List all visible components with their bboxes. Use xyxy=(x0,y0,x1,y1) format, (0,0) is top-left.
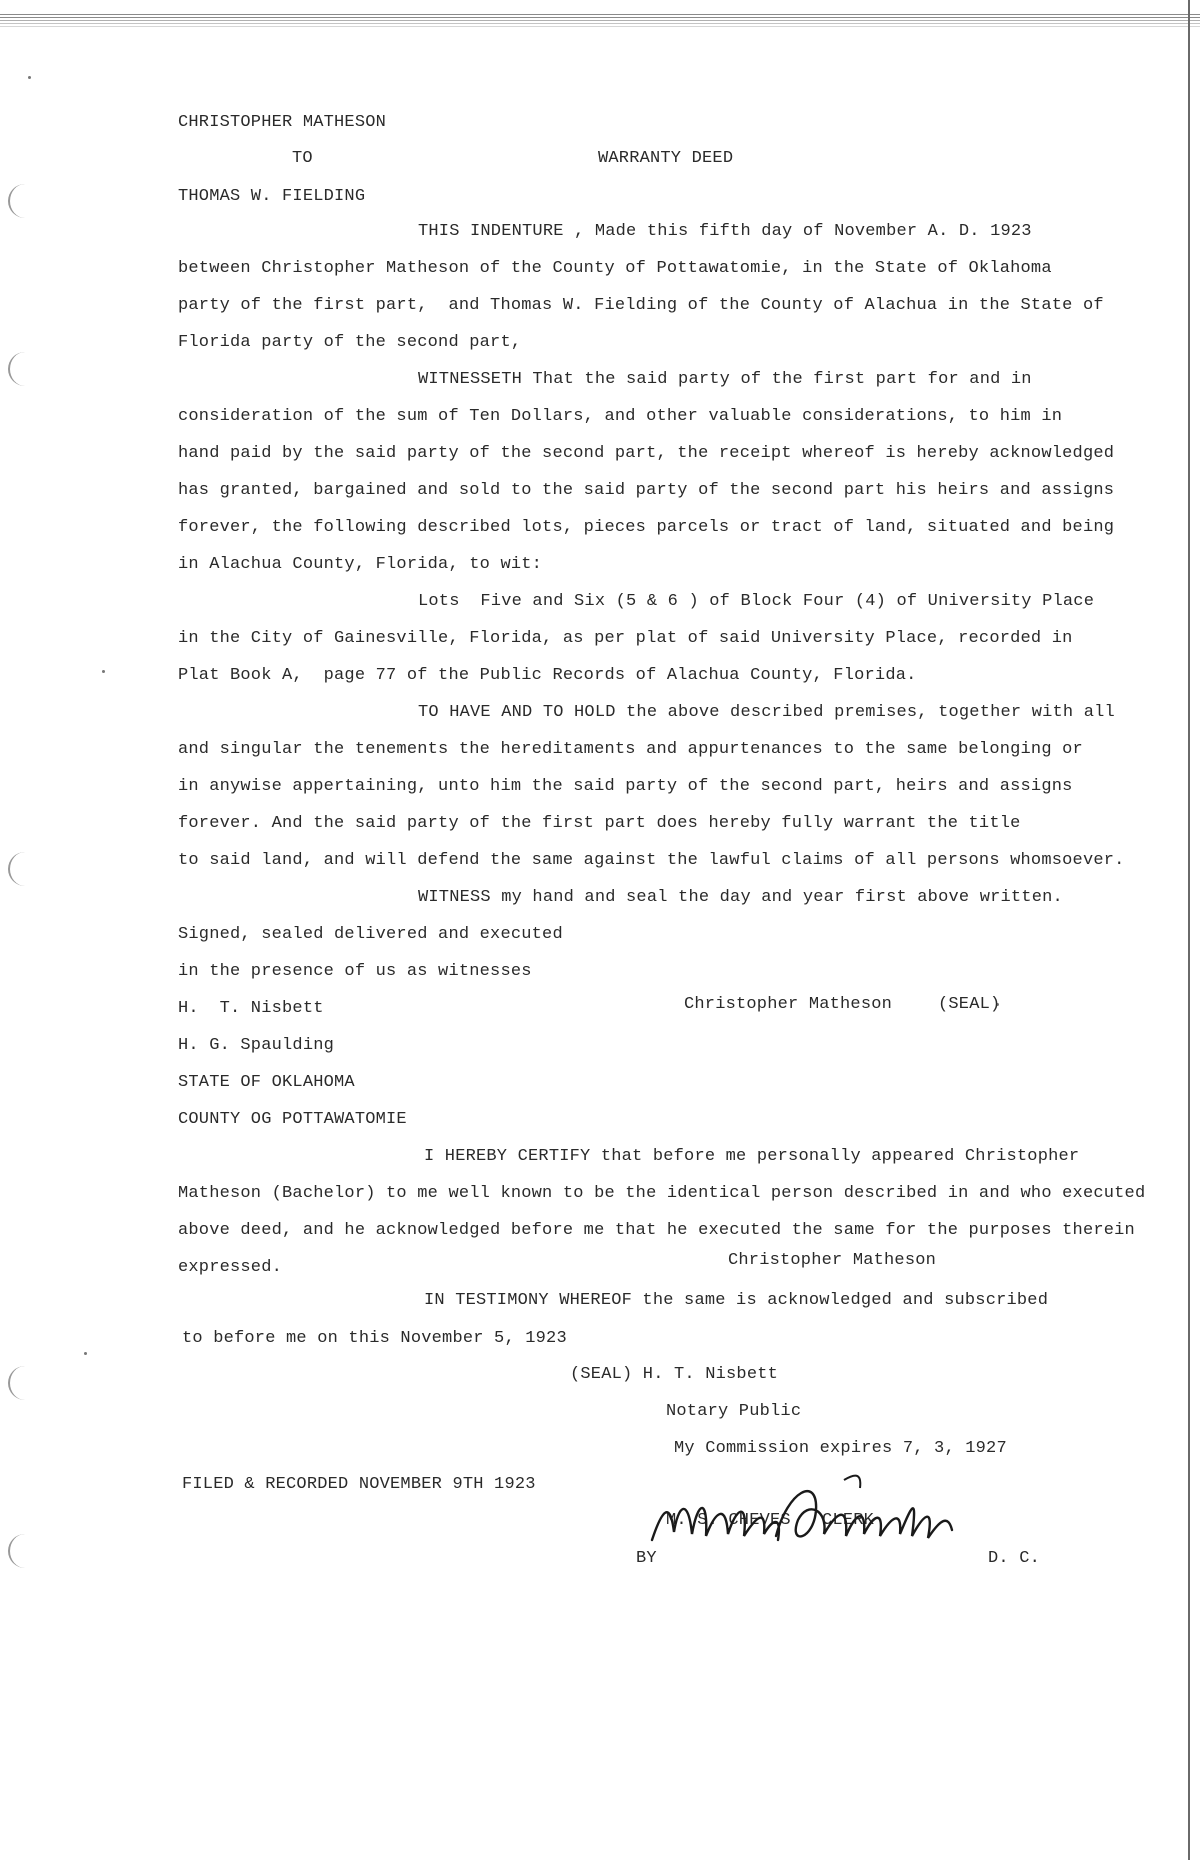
grantee-heading: THOMAS W. FIELDING xyxy=(178,187,366,206)
right-edge-line xyxy=(1188,0,1190,1860)
body-line: WITNESSETH That the said party of the first part for and in xyxy=(418,370,1032,389)
certify-signature: Christopher Matheson xyxy=(728,1251,937,1270)
notary-name: (SEAL) H. T. Nisbett xyxy=(570,1365,779,1384)
body-line: in anywise appertaining, unto him the said party of the second part, heirs and assigns xyxy=(178,777,1073,796)
grantor-heading: CHRISTOPHER MATHESON xyxy=(178,113,387,132)
body-line: party of the first part, and Thomas W. Fielding of the County of Alachua in the State of xyxy=(178,296,1104,315)
commission-expiry: My Commission expires 7, 3, 1927 xyxy=(674,1439,1007,1458)
heading-to: TO xyxy=(292,149,313,168)
county-line: COUNTY OG POTTAWATOMIE xyxy=(178,1110,407,1129)
punch-hole-mark xyxy=(8,184,32,218)
body-line: THIS INDENTURE , Made this fifth day of November A. D. 1923 xyxy=(418,222,1032,241)
deputy-clerk-label: D. C. xyxy=(988,1549,1041,1568)
punch-hole-mark xyxy=(8,1366,32,1400)
body-line: to said land, and will defend the same against the lawful claims of all persons whomsoever. xyxy=(178,851,1125,870)
body-line: WITNESS my hand and seal the day and year first above written. xyxy=(418,888,1063,907)
body-line: consideration of the sum of Ten Dollars, and other valuable considerations, to him in xyxy=(178,407,1063,426)
body-line: forever. And the said party of the first part does hereby fully warrant the title xyxy=(178,814,1021,833)
state-line: STATE OF OKLAHOMA xyxy=(178,1073,355,1092)
by-label: BY xyxy=(636,1549,657,1568)
seal-mark: (SEAL) xyxy=(938,995,1001,1014)
grantor-signature: Christopher Matheson xyxy=(684,995,893,1014)
body-line: TO HAVE AND TO HOLD the above described premises, together with all xyxy=(418,703,1115,722)
witness-line: in the presence of us as witnesses xyxy=(178,962,532,981)
body-line: hand paid by the said party of the second part, the receipt whereof is hereby acknowledged xyxy=(178,444,1115,463)
body-line: forever, the following described lots, pieces parcels or tract of land, situated and being xyxy=(178,518,1115,537)
certify-line: Matheson (Bachelor) to me well known to be the identical person described in and who executed xyxy=(178,1184,1146,1203)
witness-name: H. G. Spaulding xyxy=(178,1036,335,1055)
speck xyxy=(84,1352,87,1355)
body-line: in the City of Gainesville, Florida, as per plat of said University Place, recorded in xyxy=(178,629,1073,648)
body-line: in Alachua County, Florida, to wit: xyxy=(178,555,543,574)
body-line: has granted, bargained and sold to the said party of the second part his heirs and assigns xyxy=(178,481,1115,500)
notary-title: Notary Public xyxy=(666,1402,802,1421)
testimony-line: IN TESTIMONY WHEREOF the same is acknowledged and subscribed xyxy=(424,1291,1049,1310)
witness-line: Signed, sealed delivered and executed xyxy=(178,925,563,944)
handwritten-signature xyxy=(648,1470,978,1556)
speck xyxy=(102,670,105,673)
punch-hole-mark xyxy=(8,852,32,886)
clerk-name: M. S. CHEVES CLERK xyxy=(666,1511,875,1530)
body-line: between Christopher Matheson of the County of Pottawatomie, in the State of Oklahoma xyxy=(178,259,1052,278)
top-ruled-band xyxy=(0,14,1200,28)
speck xyxy=(28,76,31,79)
punch-hole-mark xyxy=(8,352,32,386)
punch-hole-mark xyxy=(8,1534,32,1568)
certify-line: expressed. xyxy=(178,1258,283,1277)
filed-recorded: FILED & RECORDED NOVEMBER 9TH 1923 xyxy=(182,1475,536,1494)
body-line: and singular the tenements the hereditaments and appurtenances to the same belonging or xyxy=(178,740,1083,759)
document-title: WARRANTY DEED xyxy=(598,149,734,168)
testimony-line: to before me on this November 5, 1923 xyxy=(182,1329,567,1348)
body-line: Lots Five and Six (5 & 6 ) of Block Four (4) of University Place xyxy=(418,592,1095,611)
witness-name: H. T. Nisbett xyxy=(178,999,324,1018)
certify-line: above deed, and he acknowledged before me that he executed the same for the purposes therein xyxy=(178,1221,1135,1240)
certify-line: I HEREBY CERTIFY that before me personally appeared Christopher xyxy=(424,1147,1080,1166)
signature-scrawl-icon xyxy=(648,1470,978,1556)
body-line: Florida party of the second part, xyxy=(178,333,522,352)
body-line: Plat Book A, page 77 of the Public Records of Alachua County, Florida. xyxy=(178,666,917,685)
